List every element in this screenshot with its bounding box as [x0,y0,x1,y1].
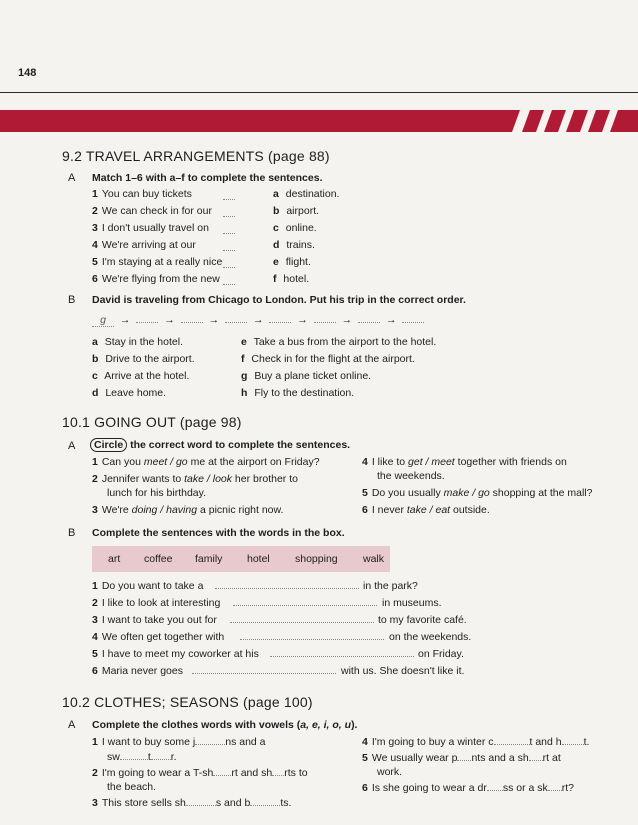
exercise-letter: A [68,172,76,184]
vowel-blank[interactable] [151,759,171,760]
vowel-item: 6 Is she going to wear a dr ss or a sk rt? [362,782,575,794]
exercise-instruction: Complete the clothes words with vowels (a, e, i, o, u). [92,719,358,731]
answer-blank[interactable] [230,622,374,623]
arrow-icon: → [252,314,264,326]
fill-item-end: in museums. [382,597,442,609]
arrow-icon: → [385,314,397,326]
arrow-icon: → [341,314,353,326]
header-rule [0,92,638,93]
section-title-9-2: 9.2 TRAVEL ARRANGEMENTS (page 88) [62,148,330,164]
answer-blank[interactable] [223,233,235,234]
vowel-blank[interactable] [120,759,148,760]
order-blank-6[interactable] [314,322,336,323]
match-item: 5 I'm staying at a really nice [92,256,223,268]
answer-blank[interactable] [223,284,235,285]
order-blank-8[interactable] [402,322,424,323]
fill-item: 2 I like to look at interesting [92,597,221,609]
vowel-blank[interactable] [186,805,216,806]
answer-blank[interactable] [233,605,377,606]
vowel-blank[interactable] [548,790,562,791]
match-option: d trains. [273,239,315,251]
circle-item-line2: lunch for his birthday. [107,487,207,499]
fill-item-end: on Friday. [418,648,464,660]
section-banner [0,104,638,136]
vowel-blank[interactable] [529,760,543,761]
match-option: f hotel. [273,273,310,285]
order-option: a Stay in the hotel. [92,336,183,348]
answer-blank[interactable] [223,199,235,200]
fill-item-end: with us. She doesn't like it. [341,665,465,677]
order-option: g Buy a plane ticket online. [241,370,372,382]
arrow-icon: → [297,314,308,326]
circle-item: 1 Can you meet / go me at the airport on Friday? [92,456,320,468]
match-item: 1 You can buy tickets [92,188,192,200]
match-item: 3 I don't usually travel on [92,222,209,234]
answer-blank[interactable] [270,656,414,657]
fill-item: 1 Do you want to take a [92,580,204,592]
word-box-word: hotel [247,553,270,565]
order-option: d Leave home. [92,387,167,399]
answer-blank[interactable] [192,673,336,674]
circle-word: Circle [90,438,127,452]
match-item: 2 We can check in for our [92,205,212,217]
order-blank-3[interactable] [181,322,203,323]
fill-item-end: on the weekends. [389,631,472,643]
fill-item-end: in the park? [363,580,418,592]
circle-item: 5 Do you usually make / go shopping at the mall? [362,487,593,499]
word-box-word: art [108,553,121,565]
exercise-letter: B [68,527,76,539]
vowel-blank[interactable] [213,775,231,776]
answer-blank[interactable] [223,250,235,251]
circle-item: 3 We're doing / having a picnic right now. [92,504,284,516]
vowel-item: 1 I want to buy some j ns and a [92,736,266,748]
match-option: a destination. [273,188,340,200]
match-item: 6 We're flying from the new [92,273,220,285]
vowel-blank[interactable] [195,744,225,745]
answer-blank[interactable] [223,267,235,268]
order-option: e Take a bus from the airport to the hotel. [241,336,437,348]
circle-item: 2 Jennifer wants to take / look her brother to [92,473,298,485]
vowel-item: 2 I'm going to wear a T-sh rt and sh rts to [92,767,308,779]
order-option: f Check in for the flight at the airport. [241,353,415,365]
order-blank-7[interactable] [358,322,380,323]
order-blank-1[interactable]: g [92,314,114,327]
word-box-word: coffee [144,553,173,565]
vowel-blank[interactable] [272,775,284,776]
exercise-instruction: David is traveling from Chicago to London. Put his trip in the correct order. [92,294,466,306]
vowel-blank[interactable] [562,744,584,745]
vowel-item: 5 We usually wear p nts and a sh rt at [362,752,561,764]
vowel-blank[interactable] [494,744,530,745]
word-box-word: shopping [295,553,338,565]
vowel-item-line2: sw t r. [107,751,177,763]
answer-blank[interactable] [240,639,384,640]
arrow-icon: → [208,314,220,326]
vowel-item: 4 I'm going to buy a winter c t and h t. [362,736,590,748]
exercise-instruction: Complete the sentences with the words in the box. [92,527,345,539]
word-box-word: walk [363,553,385,565]
fill-item: 4 We often get together with [92,631,225,643]
section-title-10-2: 10.2 CLOTHES; SEASONS (page 100) [62,694,313,710]
exercise-instruction: Circle the correct word to complete the sentences. [90,439,350,451]
word-box-word: family [195,553,223,565]
match-option: c online. [273,222,317,234]
vowel-item-line2: the beach. [107,781,157,793]
fill-item: 3 I want to take you out for [92,614,217,626]
answer-blank[interactable] [223,216,235,217]
vowel-blank[interactable] [457,760,471,761]
exercise-instruction: Match 1–6 with a–f to complete the sentences. [92,172,323,184]
exercise-letter: B [68,294,76,306]
vowel-blank[interactable] [487,790,503,791]
fill-item: 6 Maria never goes [92,665,183,677]
section-title-10-1: 10.1 GOING OUT (page 98) [62,414,242,430]
word-box [92,546,390,572]
arrow-icon: → [164,314,175,326]
match-option: e flight. [273,256,311,268]
order-option: c Arrive at the hotel. [92,370,190,382]
fill-item-end: to my favorite café. [378,614,467,626]
circle-item: 6 I never take / eat outside. [362,504,490,516]
vowel-item: 3 This store sells sh s and b ts. [92,797,292,809]
order-blank-2[interactable] [136,322,158,323]
page-number: 148 [18,67,37,79]
order-blank-4[interactable] [225,322,247,323]
exercise-letter: A [68,719,76,731]
exercise-letter: A [68,440,76,452]
order-option: h Fly to the destination. [241,387,355,399]
match-item: 4 We're arriving at our [92,239,196,251]
vowel-blank[interactable] [250,805,280,806]
order-option: b Drive to the airport. [92,353,195,365]
arrow-icon: → [119,314,131,326]
fill-item: 5 I have to meet my coworker at his [92,648,259,660]
match-option: b airport. [273,205,320,217]
circle-item-line2: the weekends. [377,470,445,482]
answer-blank[interactable] [215,588,359,589]
circle-item: 4 I like to get / meet together with friends on [362,456,567,468]
order-sequence [92,314,424,327]
order-blank-5[interactable] [269,322,291,323]
vowel-item-line2: work. [377,766,403,778]
